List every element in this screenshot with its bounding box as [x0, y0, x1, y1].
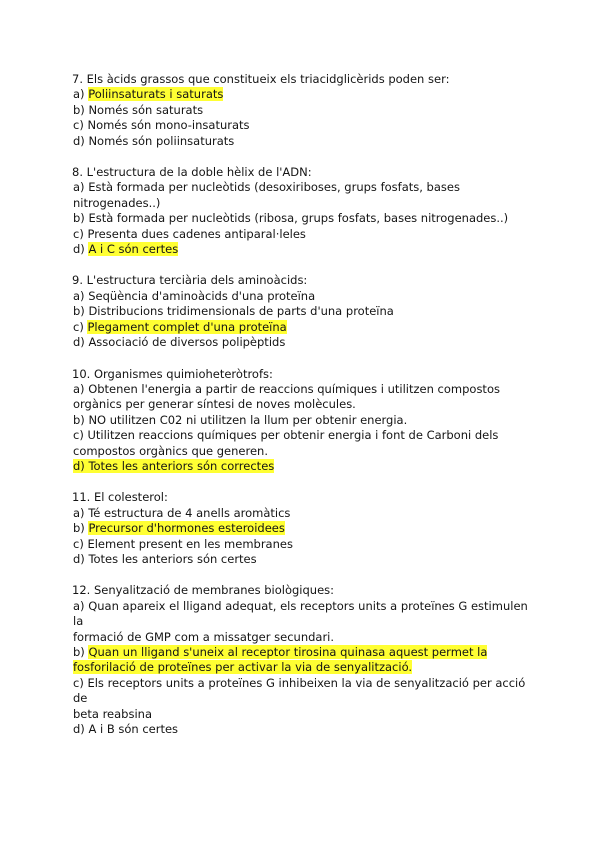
option-prefix: b) [73, 645, 89, 659]
option-prefix: c) [73, 319, 88, 334]
option-b-line-2 [72, 660, 532, 675]
option-c: c) Presenta dues cadenes antiparal·leles [73, 226, 306, 241]
option-c: c) Només són mono-insaturats [73, 118, 250, 133]
option-a: a) Té estructura de 4 anells aromàtics [73, 505, 291, 520]
question-10 [72, 367, 532, 475]
option-d [72, 459, 532, 474]
option-d: d) Totes les anteriors són certes [73, 551, 257, 566]
option-c-line-2: beta reabsina [73, 706, 153, 721]
option-d: d) Només són poliinsaturats [73, 133, 235, 148]
question-title: 8. L'estructura de la doble hèlix de l'ADN: [72, 165, 312, 180]
option-d [72, 242, 532, 257]
option-a-line-1: a) Obtenen l'energia a partir de reaccions químiques i utilitzen compostos [73, 381, 500, 396]
highlighted-answer: Quan un lligand s'uneix al receptor tirosina quinasa aquest permet la [88, 645, 488, 659]
option-a-line-2: nitrogenades..) [73, 195, 161, 210]
option-b: b) Distribucions tridimensionals de parts d'una proteïna [73, 304, 394, 319]
question-title: 9. L'estructura terciària dels aminoàcids: [72, 273, 308, 288]
option-prefix: a) [73, 87, 89, 102]
option-c-line-1: c) Els receptors units a proteïnes G inhibeixen la via de senyalització per acció de [73, 675, 526, 706]
option-a-line-1: a) Està formada per nucleòtids (desoxiriboses, grups fosfats, bases [73, 180, 460, 195]
quiz-content [72, 72, 532, 753]
question-8 [72, 165, 532, 257]
question-title: 7. Els àcids grassos que constitueix els triacidglicèrids poden ser: [72, 72, 450, 86]
option-b: b) NO utilitzen C02 ni utilitzen la llum per obtenir energia. [73, 412, 408, 427]
highlighted-answer: Precursor d'hormones esteroidees [88, 521, 285, 536]
option-c [72, 320, 532, 335]
option-d: d) A i B són certes [73, 722, 179, 737]
option-a-line-2: orgànics per generar síntesi de noves molècules. [73, 397, 356, 412]
option-b-line-1 [72, 645, 532, 660]
question-title: 12. Senyalització de membranes biològiques: [72, 583, 335, 598]
question-11 [72, 490, 532, 567]
option-a: a) Seqüència d'aminoàcids d'una proteïna [73, 288, 316, 303]
highlighted-answer: A i C són certes [88, 242, 179, 257]
option-prefix: d) [73, 242, 89, 257]
highlighted-answer: d) Totes les anteriors són correctes [73, 458, 275, 473]
option-d: d) Associació de diversos polipèptids [73, 335, 286, 350]
option-a-line-2: formació de GMP com a missatger secundari. [73, 629, 335, 644]
option-b [72, 521, 532, 536]
option-a-line-1: a) Quan apareix el lligand adequat, els receptors units a proteïnes G estimulen la [73, 598, 528, 629]
question-9 [72, 273, 532, 350]
option-c-line-1: c) Utilitzen reaccions químiques per obtenir energia i font de Carboni dels [73, 428, 499, 443]
option-c-line-2: compostos orgànics que generen. [73, 443, 268, 458]
question-12 [72, 583, 532, 737]
option-a [72, 87, 532, 102]
option-prefix: b) [73, 521, 89, 536]
highlighted-answer: fosforilació de proteïnes per activar la via de senyalització. [73, 660, 413, 675]
question-7 [72, 72, 532, 149]
highlighted-answer: Plegament complet d'una proteïna [87, 319, 287, 334]
option-b: b) Està formada per nucleòtids (ribosa, grups fosfats, bases nitrogenades..) [73, 211, 509, 226]
option-c: c) Element present en les membranes [73, 536, 293, 551]
option-b: b) Només són saturats [73, 102, 204, 117]
question-title: 11. El colesterol: [72, 490, 168, 505]
question-title: 10. Organismes quimioheteròtrofs: [72, 366, 273, 381]
highlighted-answer: Poliinsaturats i saturats [88, 87, 224, 102]
